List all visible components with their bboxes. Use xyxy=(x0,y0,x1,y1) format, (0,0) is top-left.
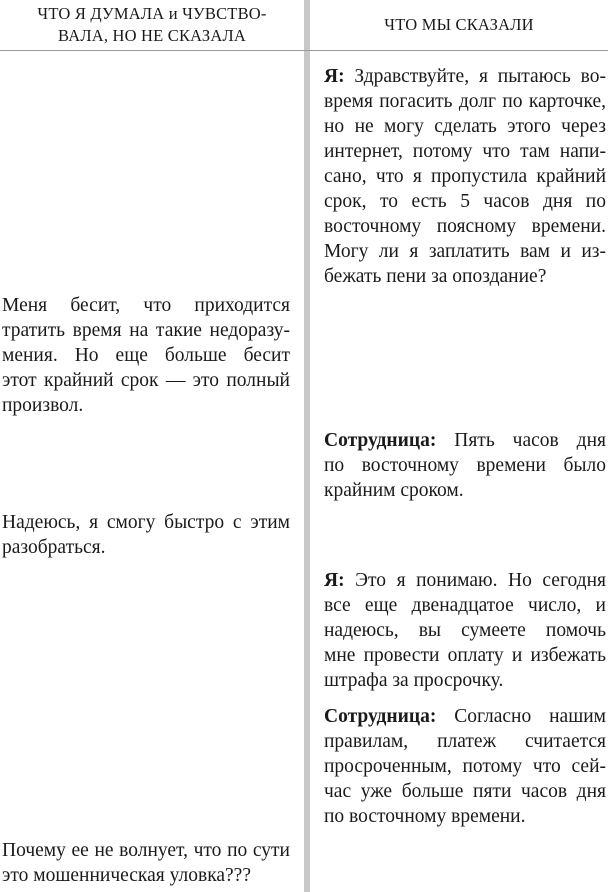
speaker-label: Сотрудница: xyxy=(324,706,437,727)
dialogue-line: по восточному времени. xyxy=(324,806,526,827)
speaker-label: Я: xyxy=(324,66,345,87)
header-thoughts-label: ЧТО Я ДУМАЛА и ЧУВСТВО- ВАЛА, НО НЕ СКАЗАЛА xyxy=(37,4,267,45)
thought-1-line: тратить время на такие недоразу- xyxy=(2,320,290,341)
dialogue-3-first-line xyxy=(324,568,606,593)
dialogue-line: Могу ли я заплатить вам и из- xyxy=(324,241,606,262)
thought-1-line: этот крайний срок — это полный xyxy=(2,370,290,391)
dialogue-2 xyxy=(324,428,606,503)
thought-2-line: разобраться. xyxy=(2,537,106,558)
thought-1-line: произвол. xyxy=(2,395,84,416)
dialogue-1-first-line xyxy=(324,64,606,89)
dialogue-line: бежать пени за опоздание? xyxy=(324,266,547,287)
dialogue-line: час уже больше пяти часов дня xyxy=(324,781,606,802)
thought-1 xyxy=(2,293,290,418)
dialogue-line: сано, что я пропустила крайний xyxy=(324,166,606,187)
dialogue-line: интернет, потому что там напи- xyxy=(324,141,606,162)
header-thoughts xyxy=(0,0,304,50)
header-dialogue-label: ЧТО МЫ СКАЗАЛИ xyxy=(384,15,534,34)
dialogue-text: Пять часов дня xyxy=(436,430,606,451)
dialogue-line: все еще двенадцатое число, и xyxy=(324,595,606,616)
dialogue-4-first-line xyxy=(324,704,606,729)
thought-2 xyxy=(2,510,290,560)
dialogue-line: правилам, платеж считается xyxy=(324,731,606,752)
dialogue-text: Это я понимаю. Но сегодня xyxy=(344,570,606,591)
speaker-label: Я: xyxy=(324,570,345,591)
dialogue-text: Здравствуйте, я пытаюсь во- xyxy=(344,66,606,87)
dialogue-line: срок, то есть 5 часов дня по xyxy=(324,191,606,212)
dialogue-line: время погасить долг по карточке, xyxy=(324,91,606,112)
dialogue-2-first-line xyxy=(324,428,606,453)
speaker-label: Сотрудница: xyxy=(324,430,437,451)
header-rule xyxy=(0,50,608,51)
dialogue-1 xyxy=(324,64,606,289)
thought-3-line: это мошенническая уловка??? xyxy=(2,865,251,886)
dialogue-4 xyxy=(324,704,606,829)
thought-1-line: мения. Но еще больше бесит xyxy=(2,345,290,366)
dialogue-line: штрафа за просрочку. xyxy=(324,670,504,691)
dialogue-line: по восточному времени было xyxy=(324,455,606,476)
dialogue-3 xyxy=(324,568,606,693)
dialogue-line: восточному поясному времени. xyxy=(324,216,606,237)
thought-3 xyxy=(2,838,290,888)
thought-2-line: Надеюсь, я смогу быстро с этим xyxy=(2,512,290,533)
thought-3-line: Почему ее не волнует, что по сути xyxy=(2,840,290,861)
dialogue-text: Согласно нашим xyxy=(436,706,606,727)
dialogue-line: надеюсь, вы сумеете помочь xyxy=(324,620,606,641)
dialogue-line: но не могу сделать этого через xyxy=(324,116,606,137)
header-dialogue xyxy=(310,0,608,50)
dialogue-line: крайним сроком. xyxy=(324,480,464,501)
thought-1-line: Меня бесит, что приходится xyxy=(2,295,290,316)
dialogue-line: просроченным, потому что сей- xyxy=(324,756,606,777)
dialogue-line: мне провести оплату и избежать xyxy=(324,645,606,666)
